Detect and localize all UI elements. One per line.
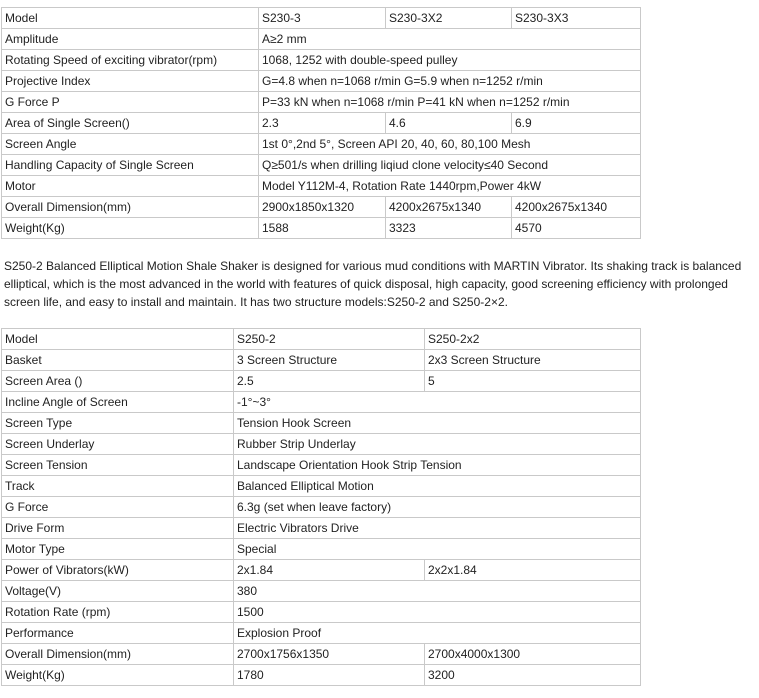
value-cell: 1588 [259, 218, 386, 239]
row-label-cell: Performance [2, 623, 234, 644]
value-cell: 4.6 [386, 113, 512, 134]
value-cell: 380 [234, 581, 641, 602]
value-cell: 2x2x1.84 [425, 560, 641, 581]
table-row [2, 581, 641, 602]
model-header-cell: S230-3X3 [512, 8, 641, 29]
value-cell: 1500 [234, 602, 641, 623]
table-row [2, 623, 641, 644]
table-row [2, 602, 641, 623]
row-label-cell: Track [2, 476, 234, 497]
row-label-cell: Power of Vibrators(kW) [2, 560, 234, 581]
row-label-cell: Drive Form [2, 518, 234, 539]
table-row [2, 392, 641, 413]
value-cell: Rubber Strip Underlay [234, 434, 641, 455]
table-row [2, 155, 641, 176]
row-label-cell: Amplitude [2, 29, 259, 50]
value-cell: 2.3 [259, 113, 386, 134]
value-cell: Electric Vibrators Drive [234, 518, 641, 539]
value-cell: 1068, 1252 with double-speed pulley [259, 50, 641, 71]
value-cell: 6.9 [512, 113, 641, 134]
table-row [2, 497, 641, 518]
table-row [2, 350, 641, 371]
table-row [2, 176, 641, 197]
value-cell: 1st 0°,2nd 5°, Screen API 20, 40, 60, 80,100 Mesh [259, 134, 641, 155]
table-row [2, 455, 641, 476]
row-label-cell: Rotating Speed of exciting vibrator(rpm) [2, 50, 259, 71]
value-cell: Model Y112M-4, Rotation Rate 1440rpm,Power 4kW [259, 176, 641, 197]
table-row [2, 197, 641, 218]
row-label-cell: Area of Single Screen() [2, 113, 259, 134]
row-label-cell: Projective Index [2, 71, 259, 92]
table-row [2, 560, 641, 581]
value-cell: 3323 [386, 218, 512, 239]
value-cell: 2x3 Screen Structure [425, 350, 641, 371]
value-cell: 2x1.84 [234, 560, 425, 581]
value-cell: 4570 [512, 218, 641, 239]
row-label-cell: Screen Tension [2, 455, 234, 476]
value-cell: 5 [425, 371, 641, 392]
table-row [2, 644, 641, 665]
value-cell: 1780 [234, 665, 425, 686]
table-row [2, 665, 641, 686]
row-label-cell: Screen Angle [2, 134, 259, 155]
row-label-cell: Basket [2, 350, 234, 371]
row-label-cell: G Force P [2, 92, 259, 113]
value-cell: Special [234, 539, 641, 560]
model-header-cell: S250-2x2 [425, 329, 641, 350]
table-header-row [2, 329, 641, 350]
value-cell: Tension Hook Screen [234, 413, 641, 434]
row-label-cell: Voltage(V) [2, 581, 234, 602]
row-label-cell: Model [2, 8, 259, 29]
row-label-cell: Motor [2, 176, 259, 197]
value-cell: 4200x2675x1340 [386, 197, 512, 218]
description-paragraph: S250-2 Balanced Elliptical Motion Shale Shaker is designed for various mud conditions with MARTIN Vibrator. Its shaking track is balanced elliptical, which is the most advanced in the world with features of quick disposal, high capacity, good screening efficiency with prolonged screen life, and easy to install and maintain. It has two structure models:S250-2 and S250-2×2. [4, 259, 742, 309]
table-row [2, 29, 641, 50]
row-label-cell: Incline Angle of Screen [2, 392, 234, 413]
value-cell: 2700x4000x1300 [425, 644, 641, 665]
table-row [2, 371, 641, 392]
value-cell: 3 Screen Structure [234, 350, 425, 371]
table-row [2, 539, 641, 560]
row-label-cell: Overall Dimension(mm) [2, 644, 234, 665]
value-cell: G=4.8 when n=1068 r/min G=5.9 when n=1252 r/min [259, 71, 641, 92]
value-cell: P=33 kN when n=1068 r/min P=41 kN when n=1252 r/min [259, 92, 641, 113]
value-cell: 3200 [425, 665, 641, 686]
row-label-cell: Screen Underlay [2, 434, 234, 455]
value-cell: 2700x1756x1350 [234, 644, 425, 665]
value-cell: Q≥501/s when drilling liqiud clone velocity≤40 Second [259, 155, 641, 176]
table-header-row [2, 8, 641, 29]
value-cell: -1°~3° [234, 392, 641, 413]
table-row [2, 413, 641, 434]
table-row [2, 218, 641, 239]
row-label-cell: Motor Type [2, 539, 234, 560]
table-row [2, 518, 641, 539]
row-label-cell: Screen Type [2, 413, 234, 434]
row-label-cell: Overall Dimension(mm) [2, 197, 259, 218]
row-label-cell: Weight(Kg) [2, 218, 259, 239]
row-label-cell: Handling Capacity of Single Screen [2, 155, 259, 176]
row-label-cell: Screen Area () [2, 371, 234, 392]
value-cell: A≥2 mm [259, 29, 641, 50]
row-label-cell: Rotation Rate (rpm) [2, 602, 234, 623]
value-cell: Explosion Proof [234, 623, 641, 644]
value-cell: 4200x2675x1340 [512, 197, 641, 218]
table-row [2, 476, 641, 497]
table-row [2, 92, 641, 113]
value-cell: Landscape Orientation Hook Strip Tension [234, 455, 641, 476]
value-cell: 2900x1850x1320 [259, 197, 386, 218]
table-row [2, 50, 641, 71]
model-header-cell: S230-3 [259, 8, 386, 29]
value-cell: 2.5 [234, 371, 425, 392]
spec-table-s250 [1, 328, 641, 686]
table-row [2, 71, 641, 92]
row-label-cell: G Force [2, 497, 234, 518]
row-label-cell: Model [2, 329, 234, 350]
table-row [2, 434, 641, 455]
table-row [2, 113, 641, 134]
row-label-cell: Weight(Kg) [2, 665, 234, 686]
model-header-cell: S250-2 [234, 329, 425, 350]
model-header-cell: S230-3X2 [386, 8, 512, 29]
value-cell: Balanced Elliptical Motion [234, 476, 641, 497]
spec-table-s230 [1, 7, 641, 239]
value-cell: 6.3g (set when leave factory) [234, 497, 641, 518]
table-row [2, 134, 641, 155]
